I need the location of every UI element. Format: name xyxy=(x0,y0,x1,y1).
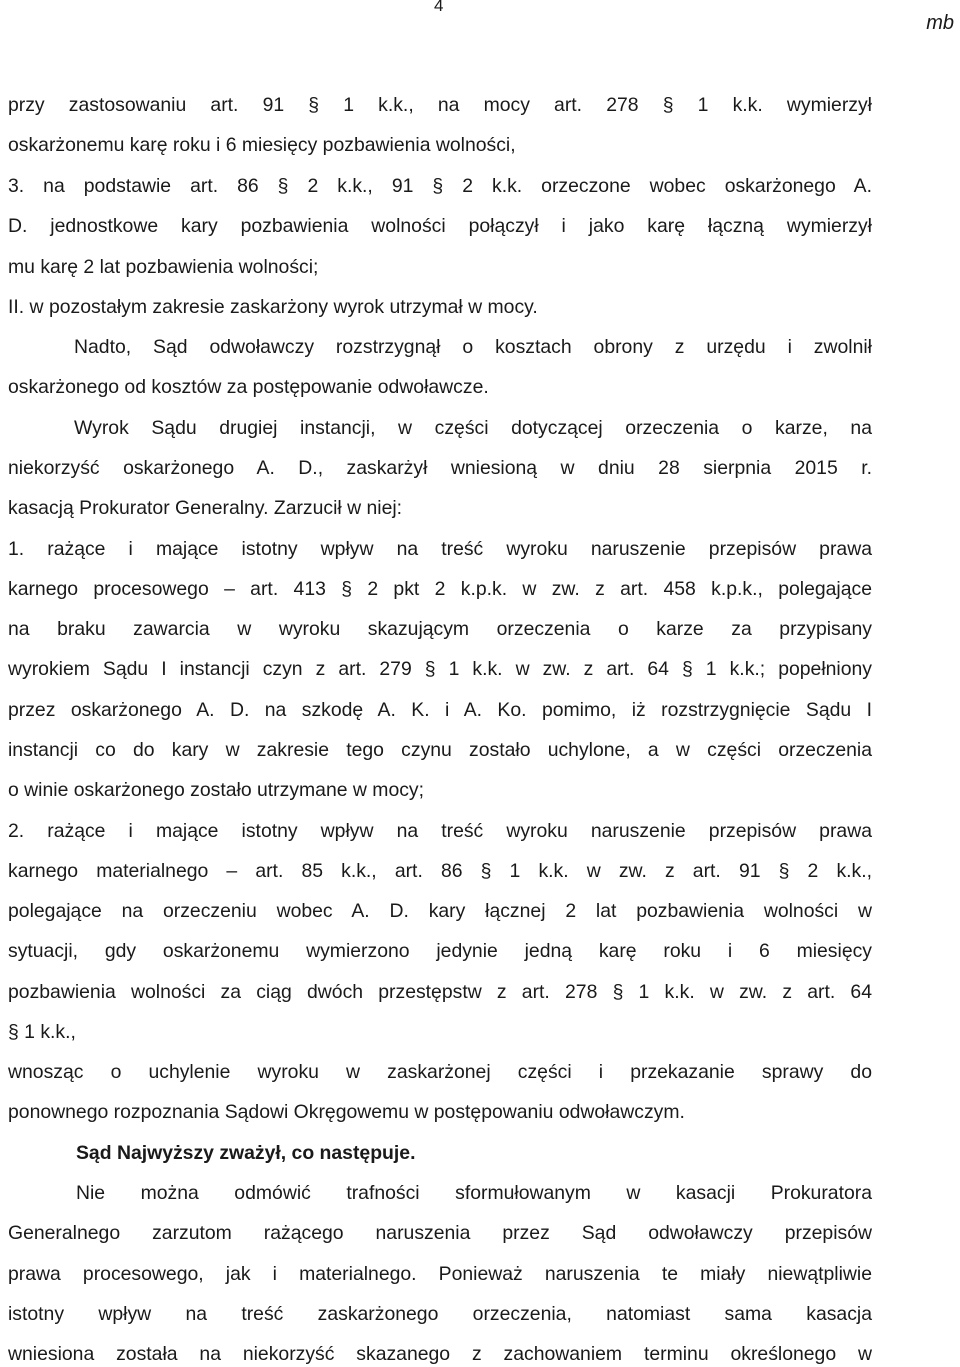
text-line: polegające na orzeczeniu wobec A. D. kary łącznej 2 lat pozbawienia wolności w xyxy=(8,900,872,922)
text-line: Nie można odmówić trafności sformułowanym w kasacji Prokuratora xyxy=(76,1182,872,1204)
text-line: 2. rażące i mające istotny wpływ na treść wyroku naruszenie przepisów prawa xyxy=(8,820,872,842)
text-line: instancji co do kary w zakresie tego czynu zostało uchylone, a w części orzeczenia xyxy=(8,739,872,761)
text-line: istotny wpływ na treść zaskarżonego orzeczenia, natomiast sama kasacja xyxy=(8,1303,872,1325)
text-line: pozbawienia wolności za ciąg dwóch przestępstw z art. 278 § 1 k.k. w zw. z art. 64 xyxy=(8,981,872,1003)
section-heading: Sąd Najwyższy zważył, co następuje. xyxy=(76,1142,416,1164)
text-line: karnego procesowego – art. 413 § 2 pkt 2 k.p.k. w zw. z art. 458 k.p.k., polegające xyxy=(8,578,872,600)
text-line: przez oskarżonego A. D. na szkodę A. K. i A. Ko. pomimo, iż rozstrzygnięcie Sądu I xyxy=(8,699,872,721)
text-line: karnego materialnego – art. 85 k.k., art. 86 § 1 k.k. w zw. z art. 91 § 2 k.k., xyxy=(8,860,872,882)
text-line: niekorzyść oskarżonego A. D., zaskarżył wniesioną w dniu 28 sierpnia 2015 r. xyxy=(8,457,872,479)
text-line: mu karę 2 lat pozbawienia wolności; xyxy=(8,256,319,278)
text-line: D. jednostkowe kary pozbawienia wolności połączył i jako karę łączną wymierzył xyxy=(8,215,872,237)
text-line: wniesiona została na niekorzyść skazanego z zachowaniem terminu określonego w xyxy=(8,1343,872,1365)
text-line: oskarżonemu karę roku i 6 miesięcy pozbawienia wolności, xyxy=(8,134,516,156)
text-line: oskarżonego od kosztów za postępowanie odwoławcze. xyxy=(8,376,489,398)
text-line: ponownego rozpoznania Sądowi Okręgowemu w postępowaniu odwoławczym. xyxy=(8,1101,685,1123)
text-line: prawa procesowego, jak i materialnego. Ponieważ naruszenia te miały niewątpliwie xyxy=(8,1263,872,1285)
text-line: wyrokiem Sądu I instancji czyn z art. 279 § 1 k.k. w zw. z art. 64 § 1 k.k.; popełniony xyxy=(8,658,872,680)
text-line: II. w pozostałym zakresie zaskarżony wyrok utrzymał w mocy. xyxy=(8,296,538,318)
text-line: Generalnego zarzutom rażącego naruszenia przez Sąd odwoławczy przepisów xyxy=(8,1222,872,1244)
text-line: 3. na podstawie art. 86 § 2 k.k., 91 § 2 k.k. orzeczone wobec oskarżonego A. xyxy=(8,175,872,197)
text-line: o winie oskarżonego zostało utrzymane w mocy; xyxy=(8,779,425,801)
text-line: na braku zawarcia w wyroku skazującym orzeczenia o karze za przypisany xyxy=(8,618,872,640)
page-number: 4 xyxy=(434,0,444,15)
text-line: przy zastosowaniu art. 91 § 1 k.k., na mocy art. 278 § 1 k.k. wymierzył xyxy=(8,94,872,116)
text-line: sytuacji, gdy oskarżonemu wymierzono jedynie jedną karę roku i 6 miesięcy xyxy=(8,940,872,962)
author-initials: mb xyxy=(926,12,954,34)
text-line: 1. rażące i mające istotny wpływ na treść wyroku naruszenie przepisów prawa xyxy=(8,538,872,560)
text-line: Wyrok Sądu drugiej instancji, w części dotyczącej orzeczenia o karze, na xyxy=(74,417,872,439)
text-line: § 1 k.k., xyxy=(8,1021,76,1043)
text-line: wnosząc o uchylenie wyroku w zaskarżonej części i przekazanie sprawy do xyxy=(8,1061,872,1083)
text-line: Nadto, Sąd odwoławczy rozstrzygnął o kosztach obrony z urzędu i zwolnił xyxy=(74,336,872,358)
text-line: kasacją Prokurator Generalny. Zarzucił w niej: xyxy=(8,497,403,519)
